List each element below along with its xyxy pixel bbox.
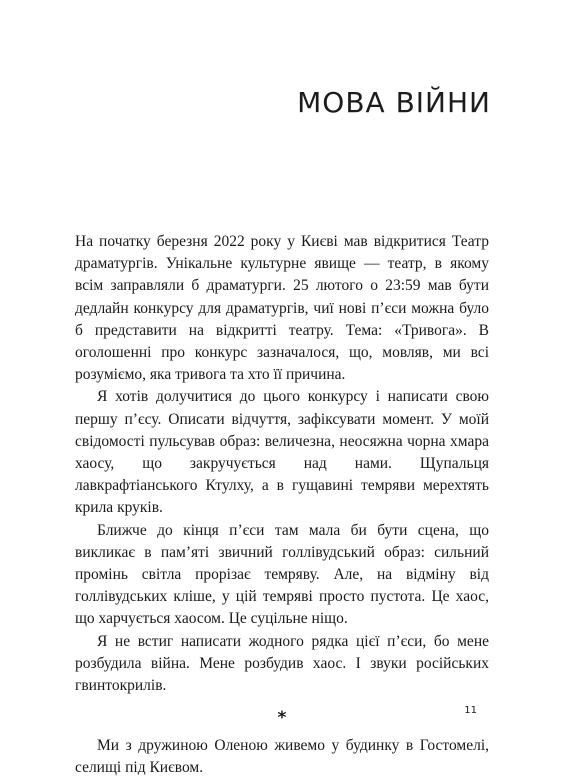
chapter-title: МОВА ВІЙНИ: [297, 86, 491, 119]
paragraph: На початку березня 2022 року у Києві мав відкритися Театр драматургів. Унікальне культурне явище — театр, в якому всім заправляли б драматурги. 25 лютого о 23:59 мав бути дедлайн конкурсу для драматургів, чиї нові п’єси можна було б представити на відкритті театру. Тема: «Тривога». В оголошенні про конкурс зазначалося, що, мовляв, ми всі розуміємо, яка тривога та хто її причина.: [75, 233, 489, 384]
section-separator: *: [277, 708, 287, 729]
paragraph: Ми з дружиною Оленою живемо у будинку в Гостомелі, селищі під Києвом.: [75, 737, 489, 777]
paragraph: Я не встиг написати жодного рядка цієї п’єси, бо мене розбудила війна. Мене розбудив хаос. І звуки російських гвинтокрилів.: [75, 632, 489, 695]
chapter-body: [75, 231, 489, 780]
paragraph: Ближче до кінця п’єси там мала би бути сцена, що викликає в пам’яті звичний голлівудський образ: сильний промінь світла прорізає темряву. Але, на відміну від голлівудських кліше, у цій темряві просто пустота. Це хаос, що харчується хаосом. Це суцільне ніщо.: [75, 521, 489, 628]
page-number: 11: [464, 705, 477, 716]
paragraph: Я хотів долучитися до цього конкурсу і написати свою першу п’єсу. Описати відчуття, зафіксувати момент. У моїй свідомості пульсував образ: величезна, неосяжна чорна хмара хаосу, що закручується над нами. Щупальця лавкрафтіанського Ктулху, а в гущавині темряви мерехтять крила круків.: [75, 388, 489, 517]
